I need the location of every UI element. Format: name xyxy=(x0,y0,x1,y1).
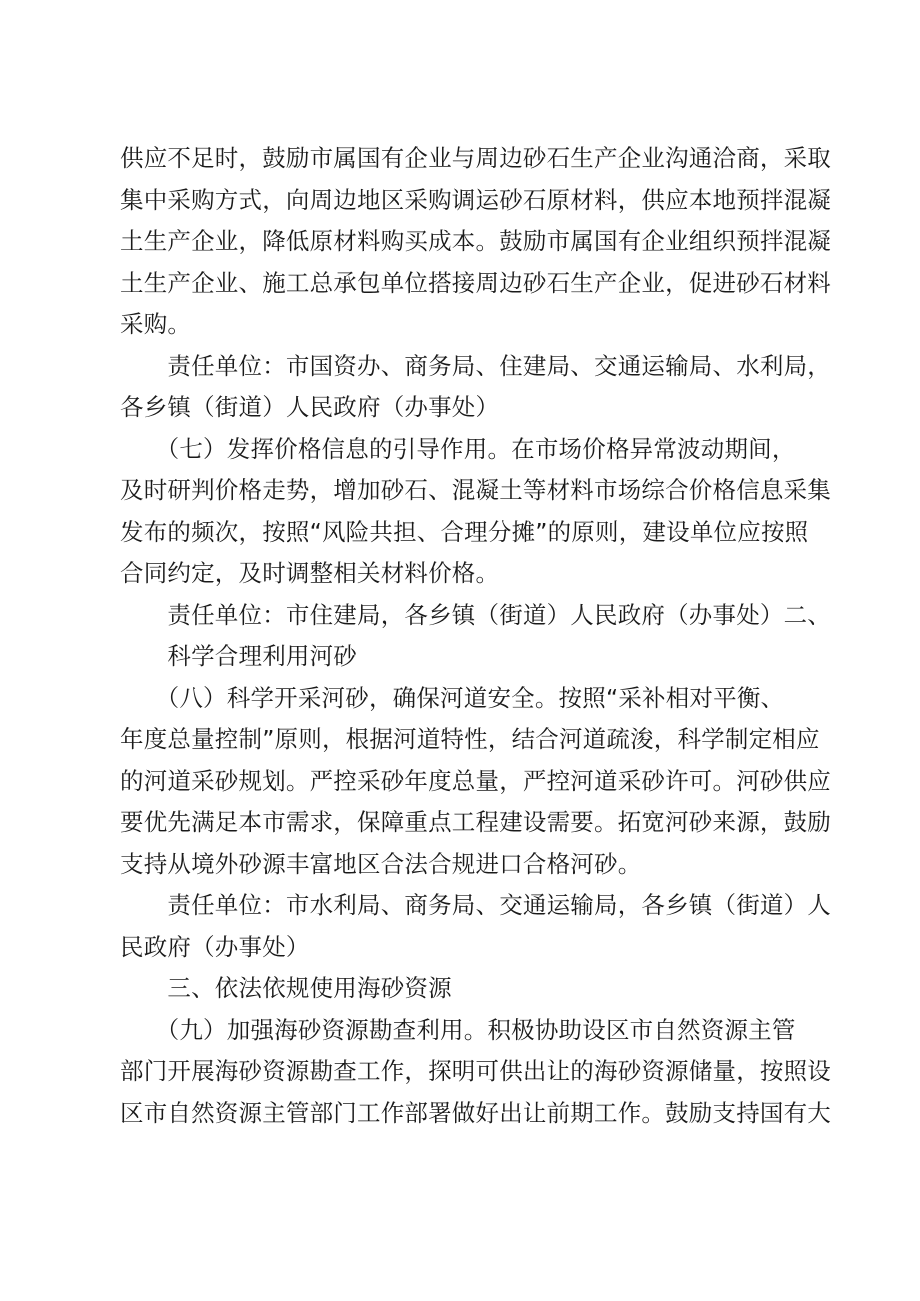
text-line: 要优先满足本市需求，保障重点工程建设需要。拓宽河砂来源，鼓励 xyxy=(120,808,831,836)
text-line: 支持从境外砂源丰富地区合法合规进口合格河砂。 xyxy=(120,849,642,878)
text-line: 供应不足时，鼓励市属国有企业与周边砂石生产企业沟通洽商，采取 xyxy=(120,144,831,172)
paragraph-responsibility-2 xyxy=(120,595,831,678)
text-line: （九）加强海砂资源勘查利用。积极协助设区市自然资源主管 xyxy=(120,1015,796,1044)
text-line: 责任单位：市住建局，各乡镇（街道）人民政府（办事处）二、 xyxy=(120,600,831,629)
paragraph-supply-shortage xyxy=(120,138,831,346)
paragraph-section-9 xyxy=(120,1010,831,1135)
text-line: 责任单位：市水利局、商务局、交通运输局，各乡镇（街道）人 xyxy=(120,891,831,919)
paragraph-responsibility-3 xyxy=(120,885,831,968)
text-line: 集中采购方式，向周边地区采购调运砂石原材料，供应本地预拌混凝 xyxy=(120,185,831,214)
paragraph-section-8 xyxy=(120,678,831,886)
text-line: 土生产企业、施工总承包单位搭接周边砂石生产企业，促进砂石材料 xyxy=(120,268,831,297)
text-line: （七）发挥价格信息的引导作用。在市场价格异常波动期间， xyxy=(120,434,796,463)
text-line: （八）科学开采河砂，确保河道安全。按照“采补相对平衡、 xyxy=(120,683,785,712)
text-line: 的河道采砂规划。严控采砂年度总量，严控河道采砂许可。河砂供应 xyxy=(120,766,831,795)
text-line: 及时研判价格走势，增加砂石、混凝土等材料市场综合价格信息采集 xyxy=(120,476,831,504)
text-line: 责任单位：市国资办、商务局、住建局、交通运输局、水利局， xyxy=(120,351,831,380)
paragraph-section-7 xyxy=(120,429,831,595)
text-line: 采购。 xyxy=(120,310,192,338)
text-line: 合同约定，及时调整相关材料价格。 xyxy=(120,559,500,587)
paragraph-responsibility-1 xyxy=(120,346,831,429)
text-line: 三、依法依规使用海砂资源 xyxy=(120,974,452,1002)
section-heading-3 xyxy=(120,968,820,1010)
text-line: 各乡镇（街道）人民政府（办事处） xyxy=(120,393,500,421)
text-line: 民政府（办事处） xyxy=(120,932,310,961)
text-line: 土生产企业，降低原材料购买成本。鼓励市属国有企业组织预拌混凝 xyxy=(120,227,831,255)
text-line: 年度总量控制”原则，根据河道特性，结合河道疏浚，科学制定相应 xyxy=(120,725,820,753)
text-line: 区市自然资源主管部门工作部署做好出让前期工作。鼓励支持国有大 xyxy=(120,1098,831,1127)
text-line: 部门开展海砂资源勘查工作，探明可供出让的海砂资源储量，按照设 xyxy=(120,1057,831,1085)
text-line: 发布的频次，按照“风险共担、合理分摊”的原则，建设单位应按照 xyxy=(120,517,809,546)
document-body xyxy=(120,138,831,1134)
text-line: 科学合理利用河砂 xyxy=(120,642,357,670)
